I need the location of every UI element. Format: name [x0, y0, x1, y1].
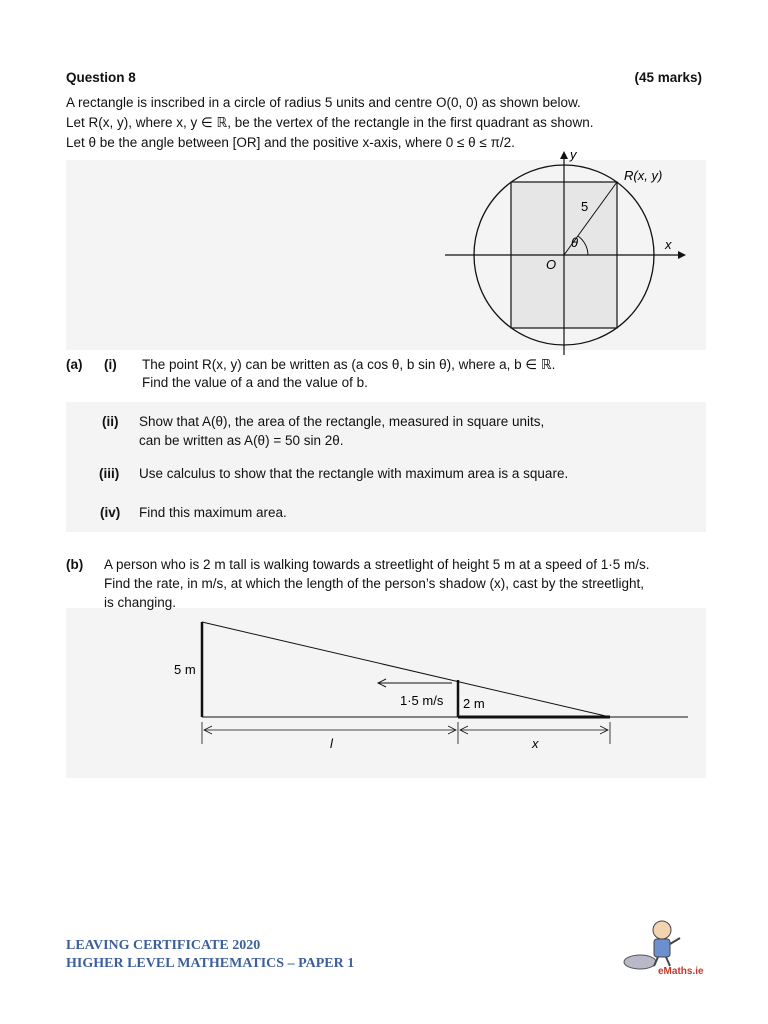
distance-l-label: l: [330, 736, 333, 751]
intro-line-2: Let R(x, y), where x, y ∈ ℝ, be the vertex of the rectangle in the first quadrant as shown.: [66, 115, 594, 130]
speed-label: 1·5 m/s: [400, 693, 444, 708]
shadow-x-label: x: [532, 736, 539, 751]
part-a-ii-number: (ii): [102, 414, 119, 429]
x-axis-label: x: [665, 237, 672, 252]
radius-label: 5: [581, 199, 589, 214]
logo-person-head-icon: [653, 921, 671, 939]
person-height-label: 2 m: [463, 696, 485, 711]
logo-text: eMaths.ie: [658, 966, 704, 977]
question-title: Question 8: [66, 70, 136, 85]
logo-person-body-icon: [654, 939, 670, 957]
intro-line-3: Let θ be the angle between [OR] and the positive x-axis, where 0 ≤ θ ≤ π/2.: [66, 135, 515, 150]
streetlight-height-label: 5 m: [174, 662, 196, 677]
vertex-r-label: R(x, y): [624, 168, 663, 183]
theta-label: θ: [571, 235, 579, 250]
part-a-i-number: (i): [104, 357, 117, 372]
streetlight-diagram: [160, 612, 700, 772]
part-b-label: (b): [66, 557, 84, 572]
logo-mouse-icon: [624, 955, 656, 969]
x-axis-arrow: [678, 251, 686, 259]
part-a-i-line-1: The point R(x, y) can be written as (a cos θ, b sin θ), where a, b ∈ ℝ.: [142, 357, 556, 372]
part-b-line-1: A person who is 2 m tall is walking towards a streetlight of height 5 m at a speed of 1·5 m/s.: [104, 557, 650, 572]
part-a-label: (a): [66, 357, 83, 372]
y-axis-arrow: [560, 151, 568, 159]
origin-label: O: [546, 257, 557, 272]
part-b-line-2: Find the rate, in m/s, at which the length of the person’s shadow (x), cast by the streetlight,: [104, 576, 645, 591]
part-a-iv-line-1: Find this maximum area.: [139, 505, 287, 520]
emaths-logo: [618, 918, 708, 978]
question-marks: (45 marks): [634, 70, 702, 85]
circle-rectangle-diagram: [440, 145, 700, 360]
intro-line-1: A rectangle is inscribed in a circle of radius 5 units and centre O(0, 0) as shown below.: [66, 95, 581, 110]
part-a-iii-number: (iii): [99, 466, 120, 481]
part-a-iii-line-1: Use calculus to show that the rectangle with maximum area is a square.: [139, 466, 569, 481]
y-axis-label: y: [570, 147, 577, 162]
part-a-ii-line-2: can be written as A(θ) = 50 sin 2θ.: [139, 433, 344, 448]
footer-line-2: HIGHER LEVEL MATHEMATICS – PAPER 1: [66, 956, 355, 971]
part-b-line-3: is changing.: [104, 595, 177, 610]
part-a-ii-line-1: Show that A(θ), the area of the rectangle, measured in square units,: [139, 414, 545, 429]
part-a-i-line-2: Find the value of a and the value of b.: [142, 375, 368, 390]
footer-line-1: LEAVING CERTIFICATE 2020: [66, 938, 261, 953]
part-a-iv-number: (iv): [100, 505, 121, 520]
